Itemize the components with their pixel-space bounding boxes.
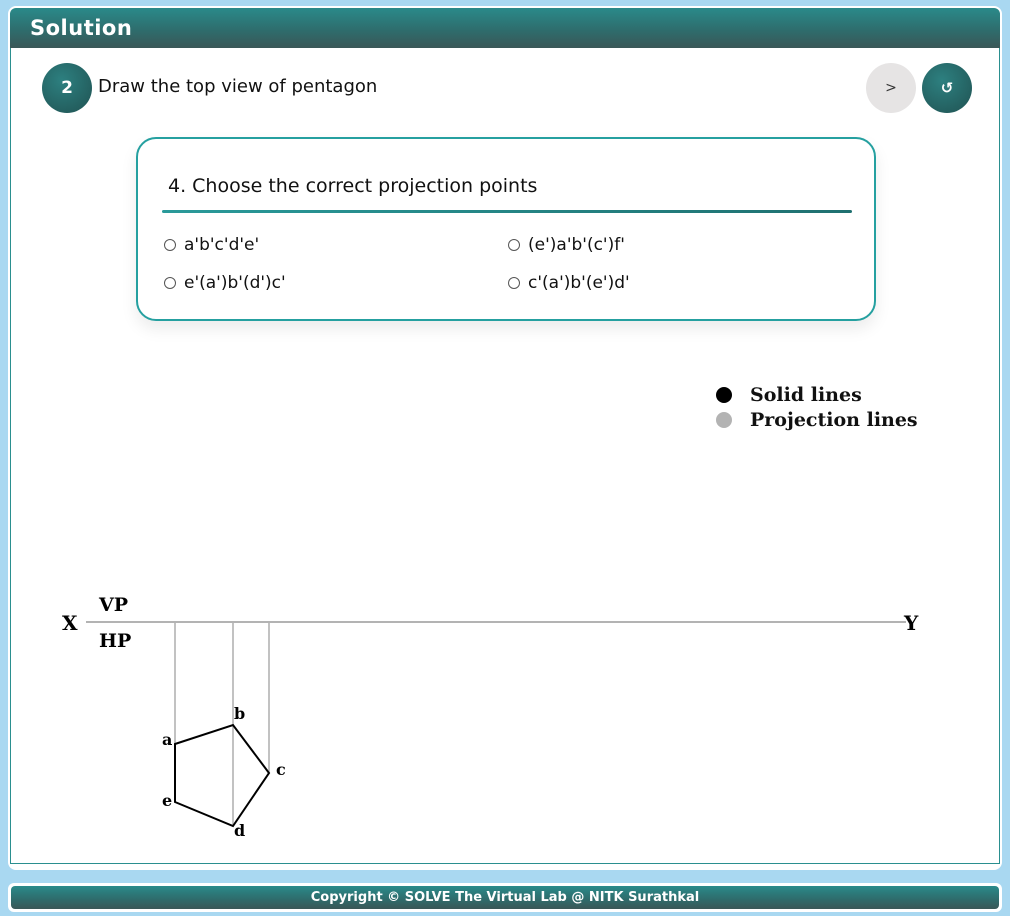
legend-label: Solid lines [750,383,862,406]
step-instruction: Draw the top view of pentagon [98,76,378,97]
pentagon-top-view [175,725,269,826]
quiz-option-label: c'(a')b'(e')d' [528,273,630,293]
step-number-badge: 2 [42,63,92,113]
header-title: Solution [30,16,133,40]
point-label-b: b [234,704,246,723]
quiz-question: 4. Choose the correct projection points [168,175,538,197]
footer-bar: Copyright © SOLVE The Virtual Lab @ NITK Surathkal [11,886,999,909]
point-label-c: c [276,760,286,779]
footer [8,883,1002,912]
quiz-option-label: (e')a'b'(c')f' [528,235,625,255]
y-label: Y [904,611,919,635]
legend-label: Projection lines [750,408,918,431]
point-label-a: a [162,730,173,749]
vp-label: VP [99,594,129,616]
quiz-option-label: e'(a')b'(d')c' [184,273,286,293]
point-label-e: e [162,791,173,810]
x-label: X [62,611,78,635]
next-button[interactable]: > [866,63,916,113]
reset-button[interactable]: ↺ [922,63,972,113]
hp-label: HP [99,630,132,652]
point-label-d: d [234,821,246,840]
quiz-option-label: a'b'c'd'e' [184,235,260,255]
